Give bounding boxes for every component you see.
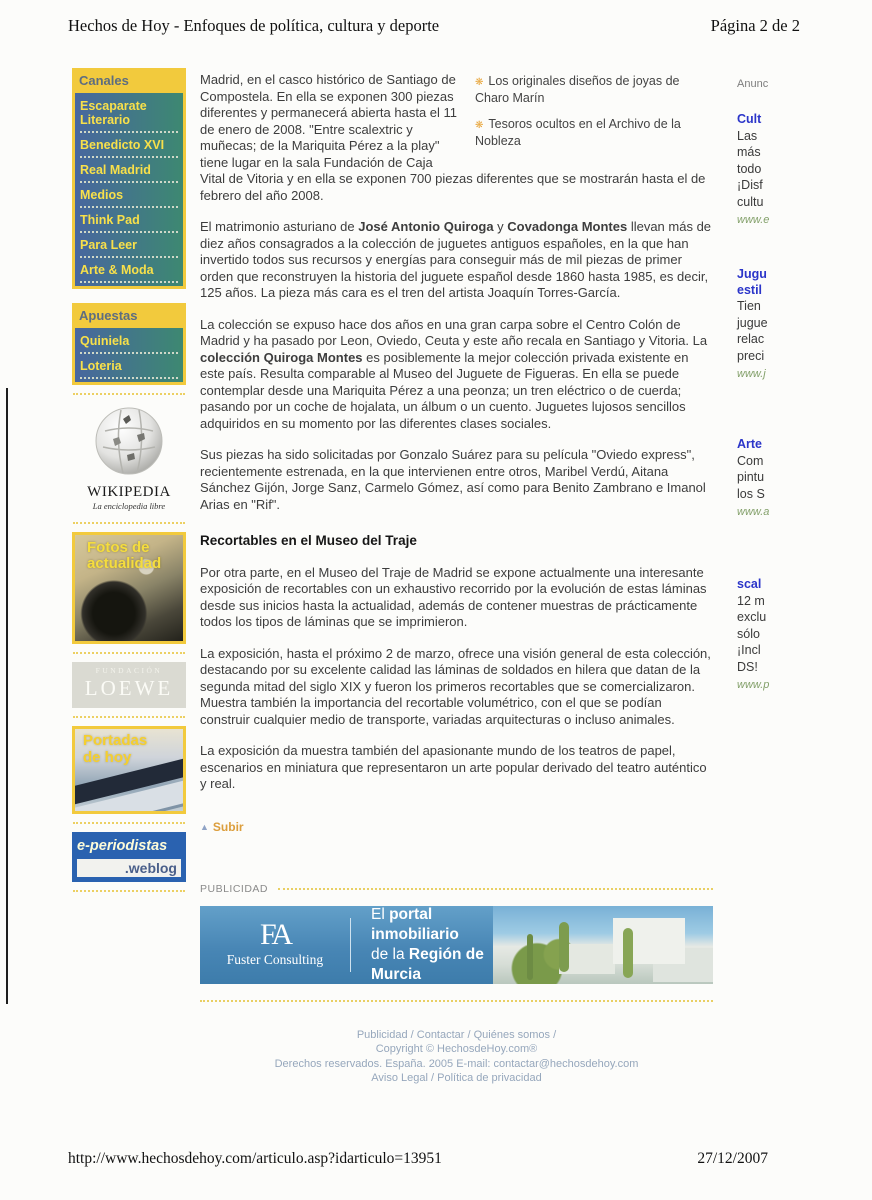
article-body [200, 72, 713, 1086]
ad-line: ¡Disf [737, 178, 763, 192]
canales-box [72, 68, 186, 289]
text-run: y [493, 219, 508, 234]
ad-line: los S [737, 486, 765, 501]
print-footer-date: 27/12/2007 [697, 1150, 768, 1167]
text-ad[interactable] [737, 437, 769, 521]
right-ads-column [737, 0, 872, 1100]
e-periodistas-banner[interactable] [72, 832, 186, 882]
ad-line: exclu [737, 610, 767, 624]
fuster-consulting-ad-banner[interactable] [200, 906, 713, 984]
wikipedia-wordmark: WIKIPEDIA [87, 484, 171, 500]
text-ad[interactable] [737, 267, 768, 383]
footer-rights-email: Derechos reservados. España. 2005 E-mail: contactar@hechosdehoy.com [274, 1057, 639, 1070]
dotted-separator [73, 652, 185, 654]
footer-legal-links[interactable]: Aviso Legal / Política de privacidad [371, 1072, 542, 1084]
dotted-separator [73, 716, 185, 718]
related-link-archivo-nobleza[interactable] [475, 117, 713, 149]
ad-line: todo [737, 161, 762, 176]
ad-line: 12 m [737, 593, 765, 608]
sidebar-item-quiniela[interactable]: Quiniela [80, 329, 178, 354]
bold-name: Covadonga Montes [507, 219, 628, 234]
footer-copyright: Copyright © HechosdeHoy.com® [375, 1043, 538, 1055]
left-sidebar [72, 68, 186, 900]
article-paragraph-1: Madrid, en el casco histórico de Santiago de Compostela. En ella se exponen 300 piezas diferentes y permanecerá abierta hasta el 11 de enero de 2008. "Entre scalextric y muñecas; de la Mariquita Pérez a la play" tiene lugar en la sala Fundación de Caja Vital de Vitoria y en ella se exponen 700 piezas diferentes que se mostrarán hasta el de febrero del año 2008. [200, 72, 706, 203]
ad-line: más [737, 145, 761, 159]
portadas-de-hoy-banner[interactable] [72, 726, 186, 814]
banner-coastal-village-photo [493, 906, 713, 984]
ad-url[interactable]: www.j [737, 368, 766, 380]
dotted-separator [73, 393, 185, 395]
loewe-fundacion-label: FUNDACIÓN [95, 666, 163, 675]
text-run: La colección se expuso hace dos años en una gran carpa sobre el Centro Colón de Madrid y ha pasado por Leon, Oviedo, Ceuta y este año recala en Santiago y Vitoria. La [200, 316, 708, 348]
portadas-label: Portadas de hoy [83, 732, 148, 766]
fotos-de-actualidad-banner[interactable] [72, 532, 186, 644]
text-ad[interactable] [737, 112, 769, 229]
fuster-logo [200, 906, 350, 984]
print-header-page-number: Página 2 de 2 [710, 16, 800, 35]
ad-line: sólo [737, 626, 760, 641]
article-paragraph-2 [200, 219, 713, 302]
text-run: es posiblemente la mejor colección privada existente en este país. Resulta comparable al Museo del Juguete de Figueras. En ella se puede contemplar desde una Mariquita Pérez a una peonza; un tren eléctrico o de cuerda; pasando por un coche de hojalata, un álbum o un cuento. Juguetes lujosos sencillos adquiridos en su momento por las diferentes clases sociales. [200, 349, 689, 431]
fotos-label: Fotos de actualidad [87, 539, 162, 572]
e-periodistas-wordmark: e-periodistas [77, 838, 168, 854]
apuestas-box [72, 303, 186, 385]
publicidad-row [200, 881, 713, 898]
ad-line: Tien [737, 299, 761, 313]
slogan-bold: portal inmobiliario [371, 905, 459, 943]
bold-name: colección Quiroga Montes [200, 349, 363, 365]
apuestas-header: Apuestas [75, 306, 183, 328]
fundacion-loewe-banner[interactable] [72, 662, 186, 708]
link-bullet-icon: ❋ [475, 77, 484, 88]
section-heading: Recortables en el Museo del Traje [200, 533, 417, 548]
ads-column-label: Anunc [737, 78, 769, 90]
article-paragraph-6: La exposición, hasta el próximo 2 de marzo, ofrece una visión general de esta colección, destacando por su excelente calidad las láminas de soldados en hilera que datan de la segunda mitad del siglo XIX y fueron los primeros recortables que se comercializaron. Muestra también la importancia del recortable volumétrico, con el que se podían construir cualquier medio de transporte, variadas arquitecturas o incluso animales. [200, 645, 711, 727]
footer-nav-links[interactable]: Publicidad / Contactar / Quiénes somos / [356, 1028, 557, 1041]
wikipedia-globe-icon [93, 464, 165, 481]
ad-line: relac [737, 332, 765, 346]
text-run: El matrimonio asturiano de [200, 219, 359, 234]
ad-title[interactable]: Jugu [737, 267, 767, 281]
text-ad[interactable] [737, 577, 769, 694]
wikipedia-banner[interactable] [72, 403, 186, 514]
dotted-rule [278, 888, 713, 890]
apuestas-list [75, 328, 183, 382]
ad-line: Las [737, 128, 758, 143]
article-paragraph-7: La exposición da muestra también del apasionante mundo de los teatros de papel, escenarios en miniatura que representaron un arte popular derivado del teatro auténtico y real. [200, 743, 707, 791]
article-paragraph-5: Por otra parte, en el Museo del Traje de Madrid se expone actualmente una interesante exposición de recortables con un exhaustivo recorrido por la evolución de estas láminas desde sus inicios hasta la actualidad, además de contener muestras de prácticamente todos los tipos de láminas que se imprimieron. [200, 564, 707, 629]
related-links-box [475, 74, 713, 160]
sidebar-item-escaparate-literario[interactable]: Escaparate Literario [80, 94, 178, 133]
ad-title[interactable]: scal [737, 577, 762, 591]
ad-url[interactable]: www.a [737, 506, 770, 518]
print-footer [68, 1150, 768, 1168]
up-arrow-icon: ▲ [200, 821, 209, 832]
text-run: llevan más de diez años consagrados a la colección de juguetes antiguos españoles, en la que han invertido todos sus recursos y energías para conseguir más de mil piezas de primer orden que reconstruyen la historia del juguete español desde 1860 hasta 1985, es decir, 125 años. La pieza más cara es el tren del artista Joaquín Torres-García. [200, 219, 712, 300]
related-link-label: Los originales diseños de joyas de Charo Marín [475, 74, 680, 105]
loewe-wordmark: LOEWE [84, 676, 174, 700]
banner-slogan [351, 906, 493, 984]
weblog-label: .weblog [77, 859, 181, 877]
ad-line: Com [737, 453, 764, 468]
fuster-name: Fuster Consulting [226, 951, 324, 967]
ad-line: pintu [737, 470, 765, 484]
sidebar-item-para-leer[interactable]: Para Leer [80, 233, 178, 258]
ad-line: jugue [737, 315, 768, 330]
article-paragraph-3 [200, 317, 713, 433]
scan-artifact-line [6, 388, 8, 1004]
sidebar-item-real-madrid[interactable]: Real Madrid [80, 158, 178, 183]
ad-line: cultu [737, 194, 764, 209]
ad-url[interactable]: www.e [737, 214, 770, 226]
ad-line: ¡Incl [737, 643, 761, 657]
ad-title[interactable]: Cult [737, 112, 762, 126]
canales-header: Canales [75, 71, 183, 93]
sidebar-item-think-pad[interactable]: Think Pad [80, 208, 178, 233]
ad-title[interactable]: Arte [737, 437, 763, 451]
ad-url[interactable]: www.p [737, 679, 770, 691]
text-run: de la [371, 945, 409, 963]
sidebar-item-loteria[interactable]: Loteria [80, 354, 178, 379]
publicidad-label: PUBLICIDAD [200, 883, 269, 895]
subir-link[interactable] [200, 819, 713, 836]
ad-line: DS! [737, 659, 758, 674]
dotted-separator [73, 522, 185, 524]
ad-line: preci [737, 348, 765, 363]
print-header [68, 16, 800, 36]
dotted-separator [73, 890, 185, 892]
text-run: El [371, 905, 390, 923]
print-footer-url: http://www.hechosdehoy.com/articulo.asp?idarticulo=13951 [68, 1150, 442, 1167]
link-bullet-icon: ❋ [475, 120, 484, 131]
dotted-separator [73, 822, 185, 824]
sidebar-item-medios[interactable]: Medios [80, 183, 178, 208]
sidebar-item-benedicto-xvi[interactable]: Benedicto XVI [80, 133, 178, 158]
bold-name: José Antonio Quiroga [358, 219, 494, 234]
fuster-monogram-icon: FA [259, 917, 291, 951]
dotted-rule [200, 1000, 713, 1002]
related-link-label: Tesoros ocultos en el Archivo de la Nobleza [475, 117, 681, 148]
sidebar-item-arte-moda[interactable]: Arte & Moda [80, 258, 178, 283]
site-footer [200, 1028, 713, 1086]
print-header-title: Hechos de Hoy - Enfoques de política, cultura y deporte [68, 16, 440, 35]
ad-title[interactable]: estil [737, 282, 763, 297]
article-paragraph-4: Sus piezas ha sido solicitadas por Gonzalo Suárez para su película "Oviedo express", recientemente estrenada, en la que intervienen entre otros, Maribel Verdú, Aitana Sánchez Gijón, Jorge Sanz, Carmelo Gómez, así como para Benito Zambrano e Imanol Arias en "Rif". [200, 447, 706, 512]
related-link-charo-marin[interactable] [475, 74, 713, 106]
canales-list [75, 93, 183, 286]
wikipedia-tagline: La enciclopedia libre [92, 501, 166, 511]
subir-label: Subir [212, 819, 244, 834]
slogan-bold: Región de Murcia [371, 945, 484, 983]
